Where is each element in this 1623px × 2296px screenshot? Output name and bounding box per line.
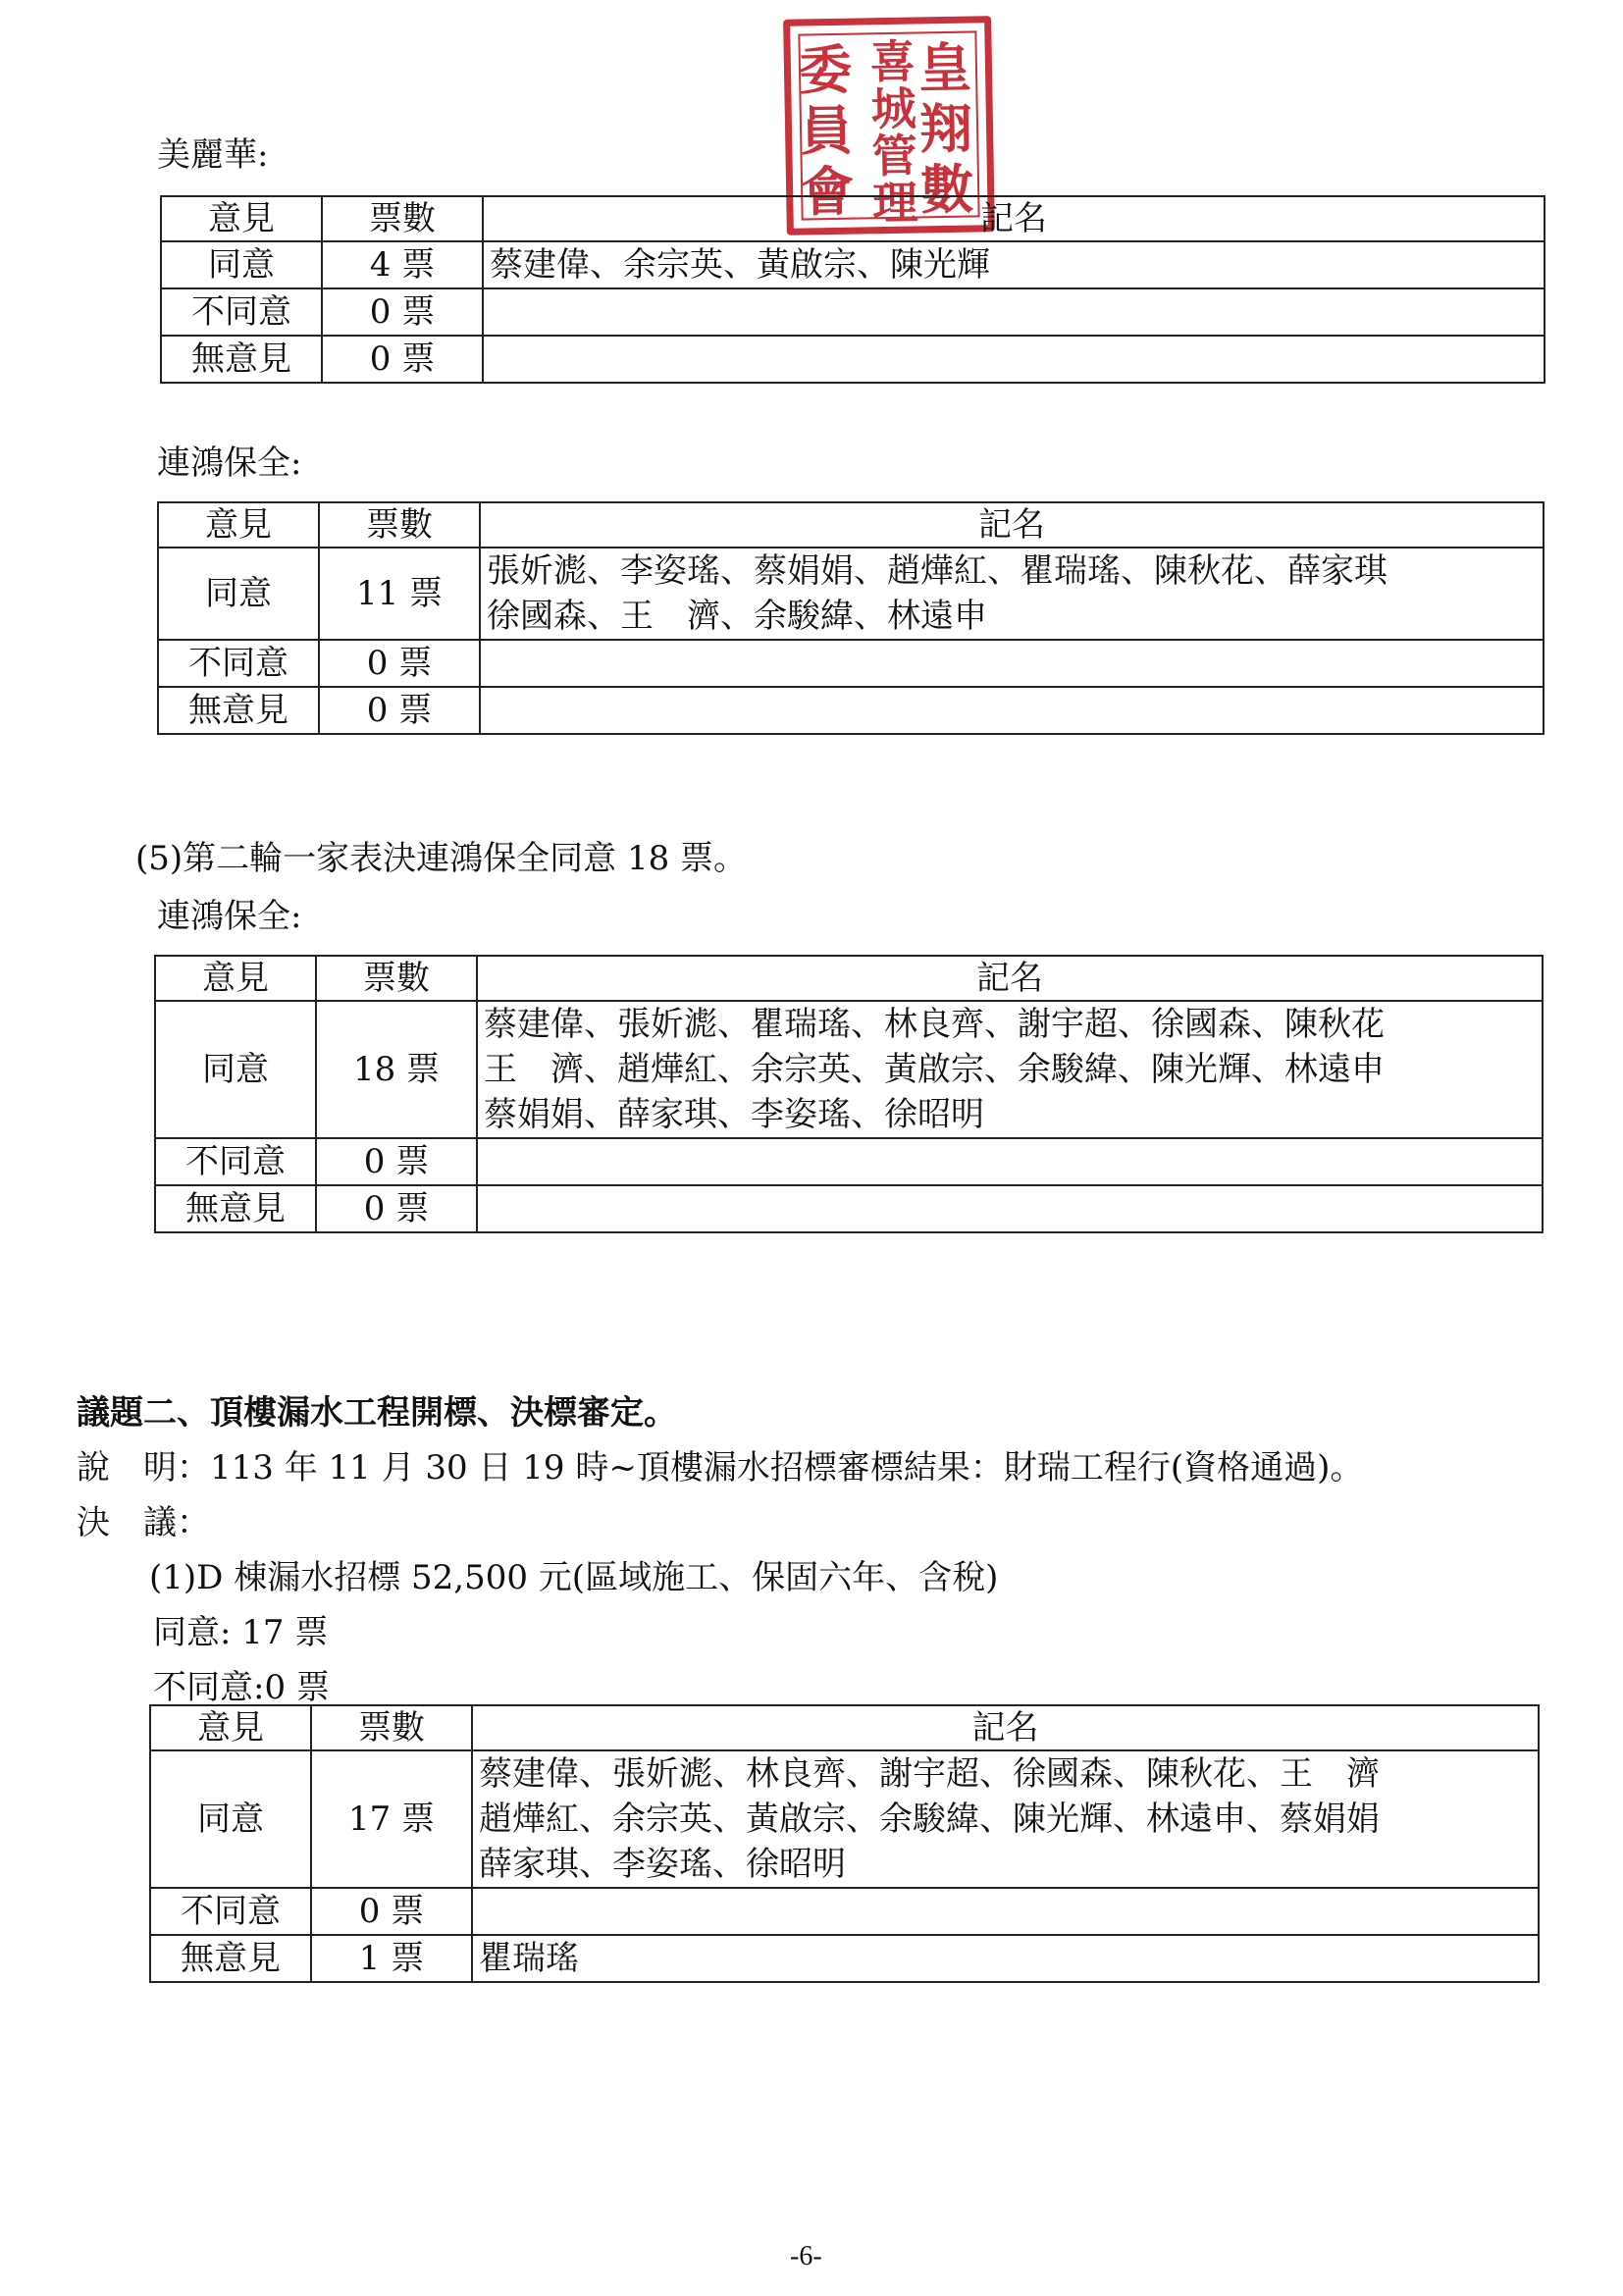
voter-names-line: 蔡娟娟、薛家琪、李姿瑤、徐昭明 <box>484 1095 984 1134</box>
vote-count-cell: 0 票 <box>311 1888 472 1935</box>
opinion-cell: 無意見 <box>158 687 319 734</box>
voter-names-cell <box>472 1888 1539 1935</box>
voter-names-cell <box>472 1750 1539 1888</box>
table-row <box>158 640 1544 687</box>
voter-names-cell <box>483 336 1544 383</box>
voter-names-cell <box>483 241 1544 288</box>
voter-names-line: 瞿瑞瑤 <box>479 1939 579 1978</box>
vote-count-cell: 1 票 <box>311 1935 472 1982</box>
header-count: 票數 <box>316 956 477 1001</box>
header-opinion: 意見 <box>161 196 322 241</box>
item5-text: (5)第二輪一家表決連鴻保全同意 18 票。 <box>135 839 748 878</box>
voter-names-cell <box>477 1138 1543 1185</box>
header-names: 記名 <box>472 1705 1539 1750</box>
table-row <box>155 1001 1543 1138</box>
header-count: 票數 <box>311 1705 472 1750</box>
section1-table <box>160 195 1545 384</box>
table-row <box>155 1138 1543 1185</box>
opinion-cell: 同意 <box>161 241 322 288</box>
section4-table <box>149 1704 1540 1983</box>
table-row <box>150 1888 1539 1935</box>
vote-count-cell: 0 票 <box>316 1138 477 1185</box>
table-row <box>158 548 1544 640</box>
header-names: 記名 <box>483 196 1544 241</box>
page-number: -6- <box>790 2241 822 2271</box>
header-opinion: 意見 <box>158 502 319 548</box>
seal-column-right <box>917 36 979 220</box>
opinion-cell: 不同意 <box>150 1888 311 1935</box>
voter-names-cell <box>480 687 1544 734</box>
section1-label: 美麗華: <box>157 135 269 175</box>
vote-count-cell: 0 票 <box>319 687 480 734</box>
seal-text-right: 皇翔數 <box>917 35 974 222</box>
voter-names-line: 蔡建偉、余宗英、黃啟宗、陳光輝 <box>490 245 990 285</box>
opinion-cell: 同意 <box>150 1750 311 1888</box>
section3-label: 連鴻保全: <box>157 897 302 936</box>
table-header-row <box>161 196 1544 241</box>
opinion-cell: 無意見 <box>161 336 322 383</box>
opinion-cell: 同意 <box>155 1001 316 1138</box>
topic2-item1: (1)D 棟漏水招標 52,500 元(區域施工、保固六年、含稅) <box>149 1558 999 1597</box>
voter-names-line: 王 濟、趙燁紅、余宗英、黃啟宗、余駿緯、陳光輝、林遠申 <box>484 1050 1385 1089</box>
table-row <box>161 241 1544 288</box>
opinion-cell: 無意見 <box>155 1185 316 1232</box>
vote-count-cell: 4 票 <box>322 241 483 288</box>
voter-names-cell <box>483 288 1544 336</box>
table-row <box>150 1750 1539 1888</box>
opinion-cell: 同意 <box>158 548 319 640</box>
header-count: 票數 <box>319 502 480 548</box>
table-row <box>161 288 1544 336</box>
table-row <box>150 1935 1539 1982</box>
vote-count-cell: 0 票 <box>316 1185 477 1232</box>
table-row <box>158 687 1544 734</box>
vote-count-cell: 0 票 <box>319 640 480 687</box>
section2-label: 連鴻保全: <box>157 444 302 483</box>
section2-table <box>157 501 1544 735</box>
voter-names-cell <box>472 1935 1539 1982</box>
opinion-cell: 不同意 <box>155 1138 316 1185</box>
voter-names-cell <box>477 1001 1543 1138</box>
topic2-resolution: 決 議： <box>77 1503 210 1542</box>
voter-names-cell <box>480 640 1544 687</box>
opinion-cell: 無意見 <box>150 1935 311 1982</box>
topic2-title: 議題二、頂樓漏水工程開標、決標審定。 <box>77 1393 677 1433</box>
header-opinion: 意見 <box>150 1705 311 1750</box>
table-row <box>161 336 1544 383</box>
vote-count-cell: 17 票 <box>311 1750 472 1888</box>
table-header-row <box>158 502 1544 548</box>
vote-count-cell: 18 票 <box>316 1001 477 1138</box>
seal-text-left: 委員會 <box>798 37 855 224</box>
vote-count-cell: 11 票 <box>319 548 480 640</box>
topic2-disagree: 不同意:0 票 <box>153 1668 330 1707</box>
vote-count-cell: 0 票 <box>322 288 483 336</box>
table-header-row <box>150 1705 1539 1750</box>
voter-names-line: 趙燁紅、余宗英、黃啟宗、余駿緯、陳光輝、林遠申、蔡娟娟 <box>479 1800 1380 1839</box>
voter-names-line: 蔡建偉、張妡滮、瞿瑞瑤、林良齊、謝宇超、徐國森、陳秋花 <box>484 1005 1385 1044</box>
voter-names-line: 張妡滮、李姿瑤、蔡娟娟、趙燁紅、瞿瑞瑤、陳秋花、薛家琪 <box>487 551 1387 591</box>
table-header-row <box>155 956 1543 1001</box>
voter-names-cell <box>480 548 1544 640</box>
voter-names-line: 徐國森、王 濟、余駿緯、林遠申 <box>487 597 987 636</box>
section3-table <box>154 955 1544 1233</box>
vote-count-cell: 0 票 <box>322 336 483 383</box>
voter-names-cell <box>477 1185 1543 1232</box>
header-opinion: 意見 <box>155 956 316 1001</box>
header-names: 記名 <box>477 956 1543 1001</box>
table-row <box>155 1185 1543 1232</box>
header-count: 票數 <box>322 196 483 241</box>
voter-names-line: 薛家琪、李姿瑤、徐昭明 <box>479 1845 846 1884</box>
seal-text-mid: 喜城管理 <box>869 34 918 231</box>
topic2-explain: 說 明：113 年 11 月 30 日 19 時~頂樓漏水招標審標結果：財瑞工程行(資格通過)。 <box>77 1448 1364 1487</box>
topic2-agree: 同意: 17 票 <box>153 1613 329 1652</box>
voter-names-line: 蔡建偉、張妡滮、林良齊、謝宇超、徐國森、陳秋花、王 濟 <box>479 1754 1380 1794</box>
opinion-cell: 不同意 <box>158 640 319 687</box>
header-names: 記名 <box>480 502 1544 548</box>
opinion-cell: 不同意 <box>161 288 322 336</box>
